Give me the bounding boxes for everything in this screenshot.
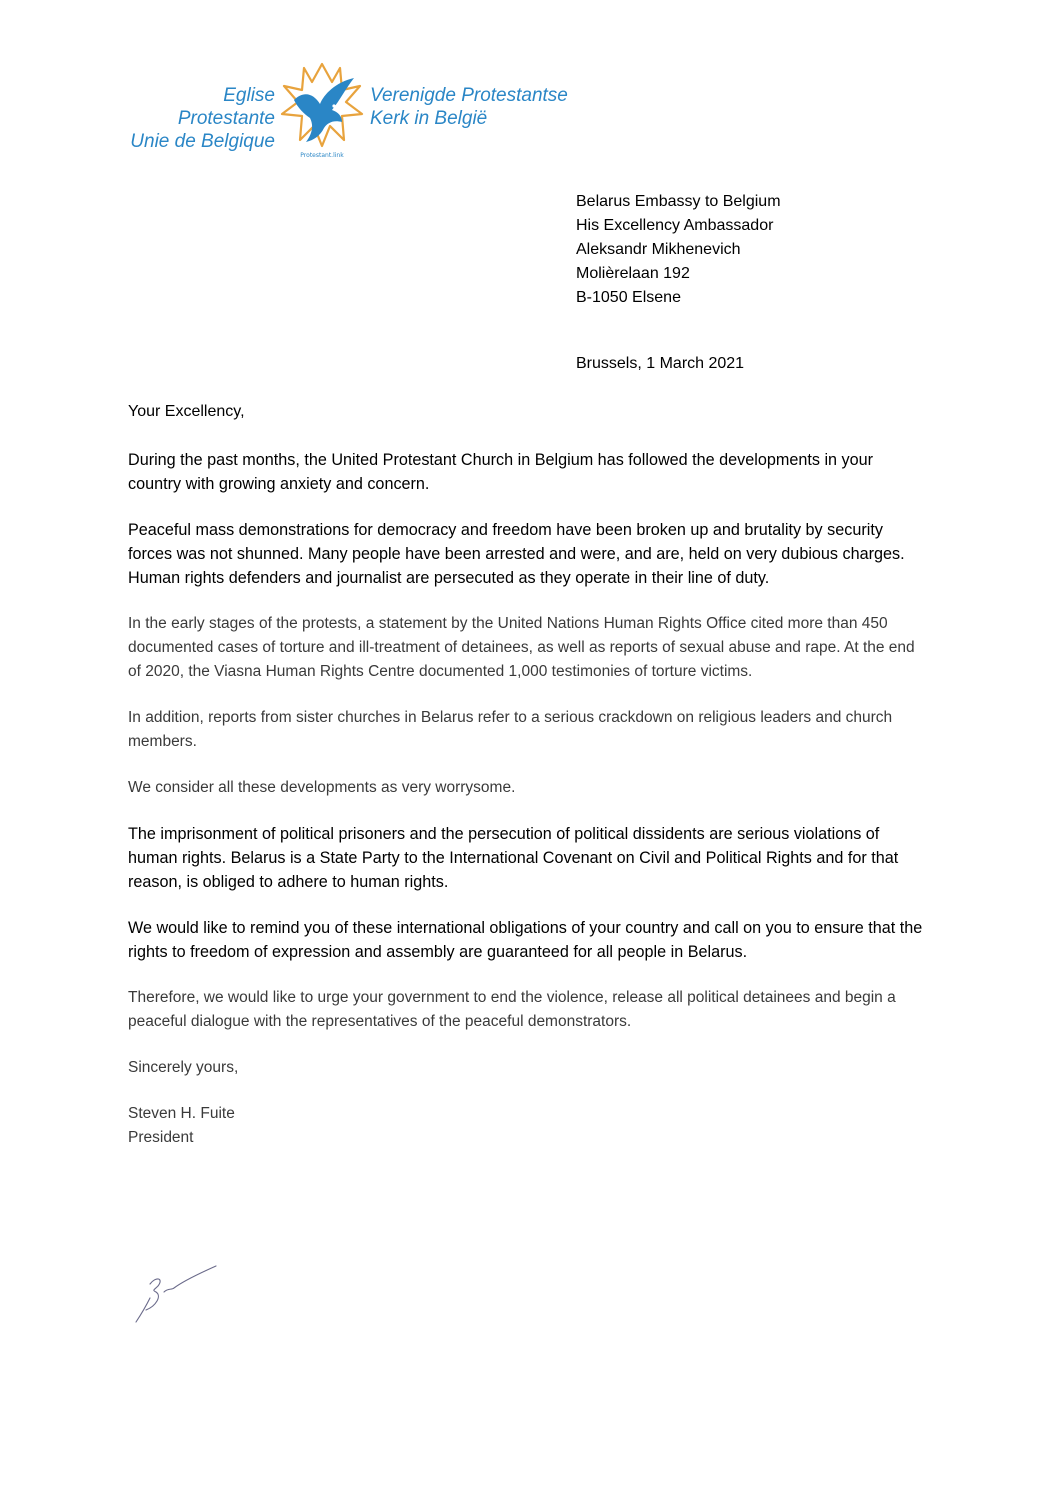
signatory-name: Steven H. Fuite — [128, 1105, 235, 1122]
salutation: Your Excellency, — [128, 403, 245, 420]
paragraph: In the early stages of the protests, a statement by the United Nations Human Rights Office cited more than 450 documented cases of torture and ill-treatment of detainees, as well as reports of sexual abuse and rape. At the end of 2020, the Viasna Human Rights Centre documented 1,000 testimonies of torture victims. — [128, 615, 915, 680]
address-line: Belarus Embassy to Belgium — [576, 193, 781, 210]
signatory-title: President — [128, 1129, 194, 1146]
place-and-date: Brussels, 1 March 2021 — [576, 355, 745, 372]
paragraph: During the past months, the United Protestant Church in Belgium has followed the developments in your country with growing anxiety and concern. — [128, 451, 874, 493]
paragraph: Therefore, we would like to urge your government to end the violence, release all political detainees and begin a peaceful dialogue with the representatives of the peaceful demonstrators. — [128, 989, 896, 1030]
letterhead-right-line1: Verenigde Protestantse — [370, 85, 568, 106]
address-line: His Excellency Ambassador — [576, 217, 774, 234]
letterhead-french-name — [130, 84, 275, 153]
address-line: Aleksandr Mikhenevich — [576, 241, 741, 258]
paragraph: The imprisonment of political prisoners and the persecution of political dissidents are serious violations of human rights. Belarus is a State Party to the International Covenant on Civil and Political Rights and for that reason, is obliged to adhere to human rights. — [128, 825, 899, 891]
letterhead-left-line1: Eglise Protestante — [177, 85, 275, 129]
letter-body — [128, 400, 928, 1150]
paragraph: We would like to remind you of these international obligations of your country and call on you to ensure that the rights to freedom of expression and assembly are guaranteed for all people in Belarus. — [128, 919, 923, 961]
paragraph: We consider all these developments as very worrysome. — [128, 779, 516, 796]
letterhead-right-line2: Kerk in België — [370, 108, 488, 129]
handwritten-signature — [128, 1262, 223, 1328]
recipient-address — [576, 190, 781, 310]
paragraph: Peaceful mass demonstrations for democracy and freedom have been broken up and brutality by security forces was not shunned. Many people have been arrested and were, and are, held on very dubious charges. Human rights defenders and journalist are persecuted as they operate in their line of duty. — [128, 521, 905, 587]
letterhead-left-line2: Unie de Belgique — [130, 131, 275, 152]
address-line: Molièrelaan 192 — [576, 265, 690, 282]
closing: Sincerely yours, — [128, 1059, 239, 1076]
church-logo-icon — [280, 60, 364, 160]
letterhead-dutch-name — [370, 84, 580, 130]
paragraph: In addition, reports from sister churches in Belarus refer to a serious crackdown on religious leaders and church members. — [128, 709, 893, 750]
logo-caption: Protestant.link — [300, 152, 344, 159]
address-line: B-1050 Elsene — [576, 289, 681, 306]
letterhead — [120, 60, 580, 165]
